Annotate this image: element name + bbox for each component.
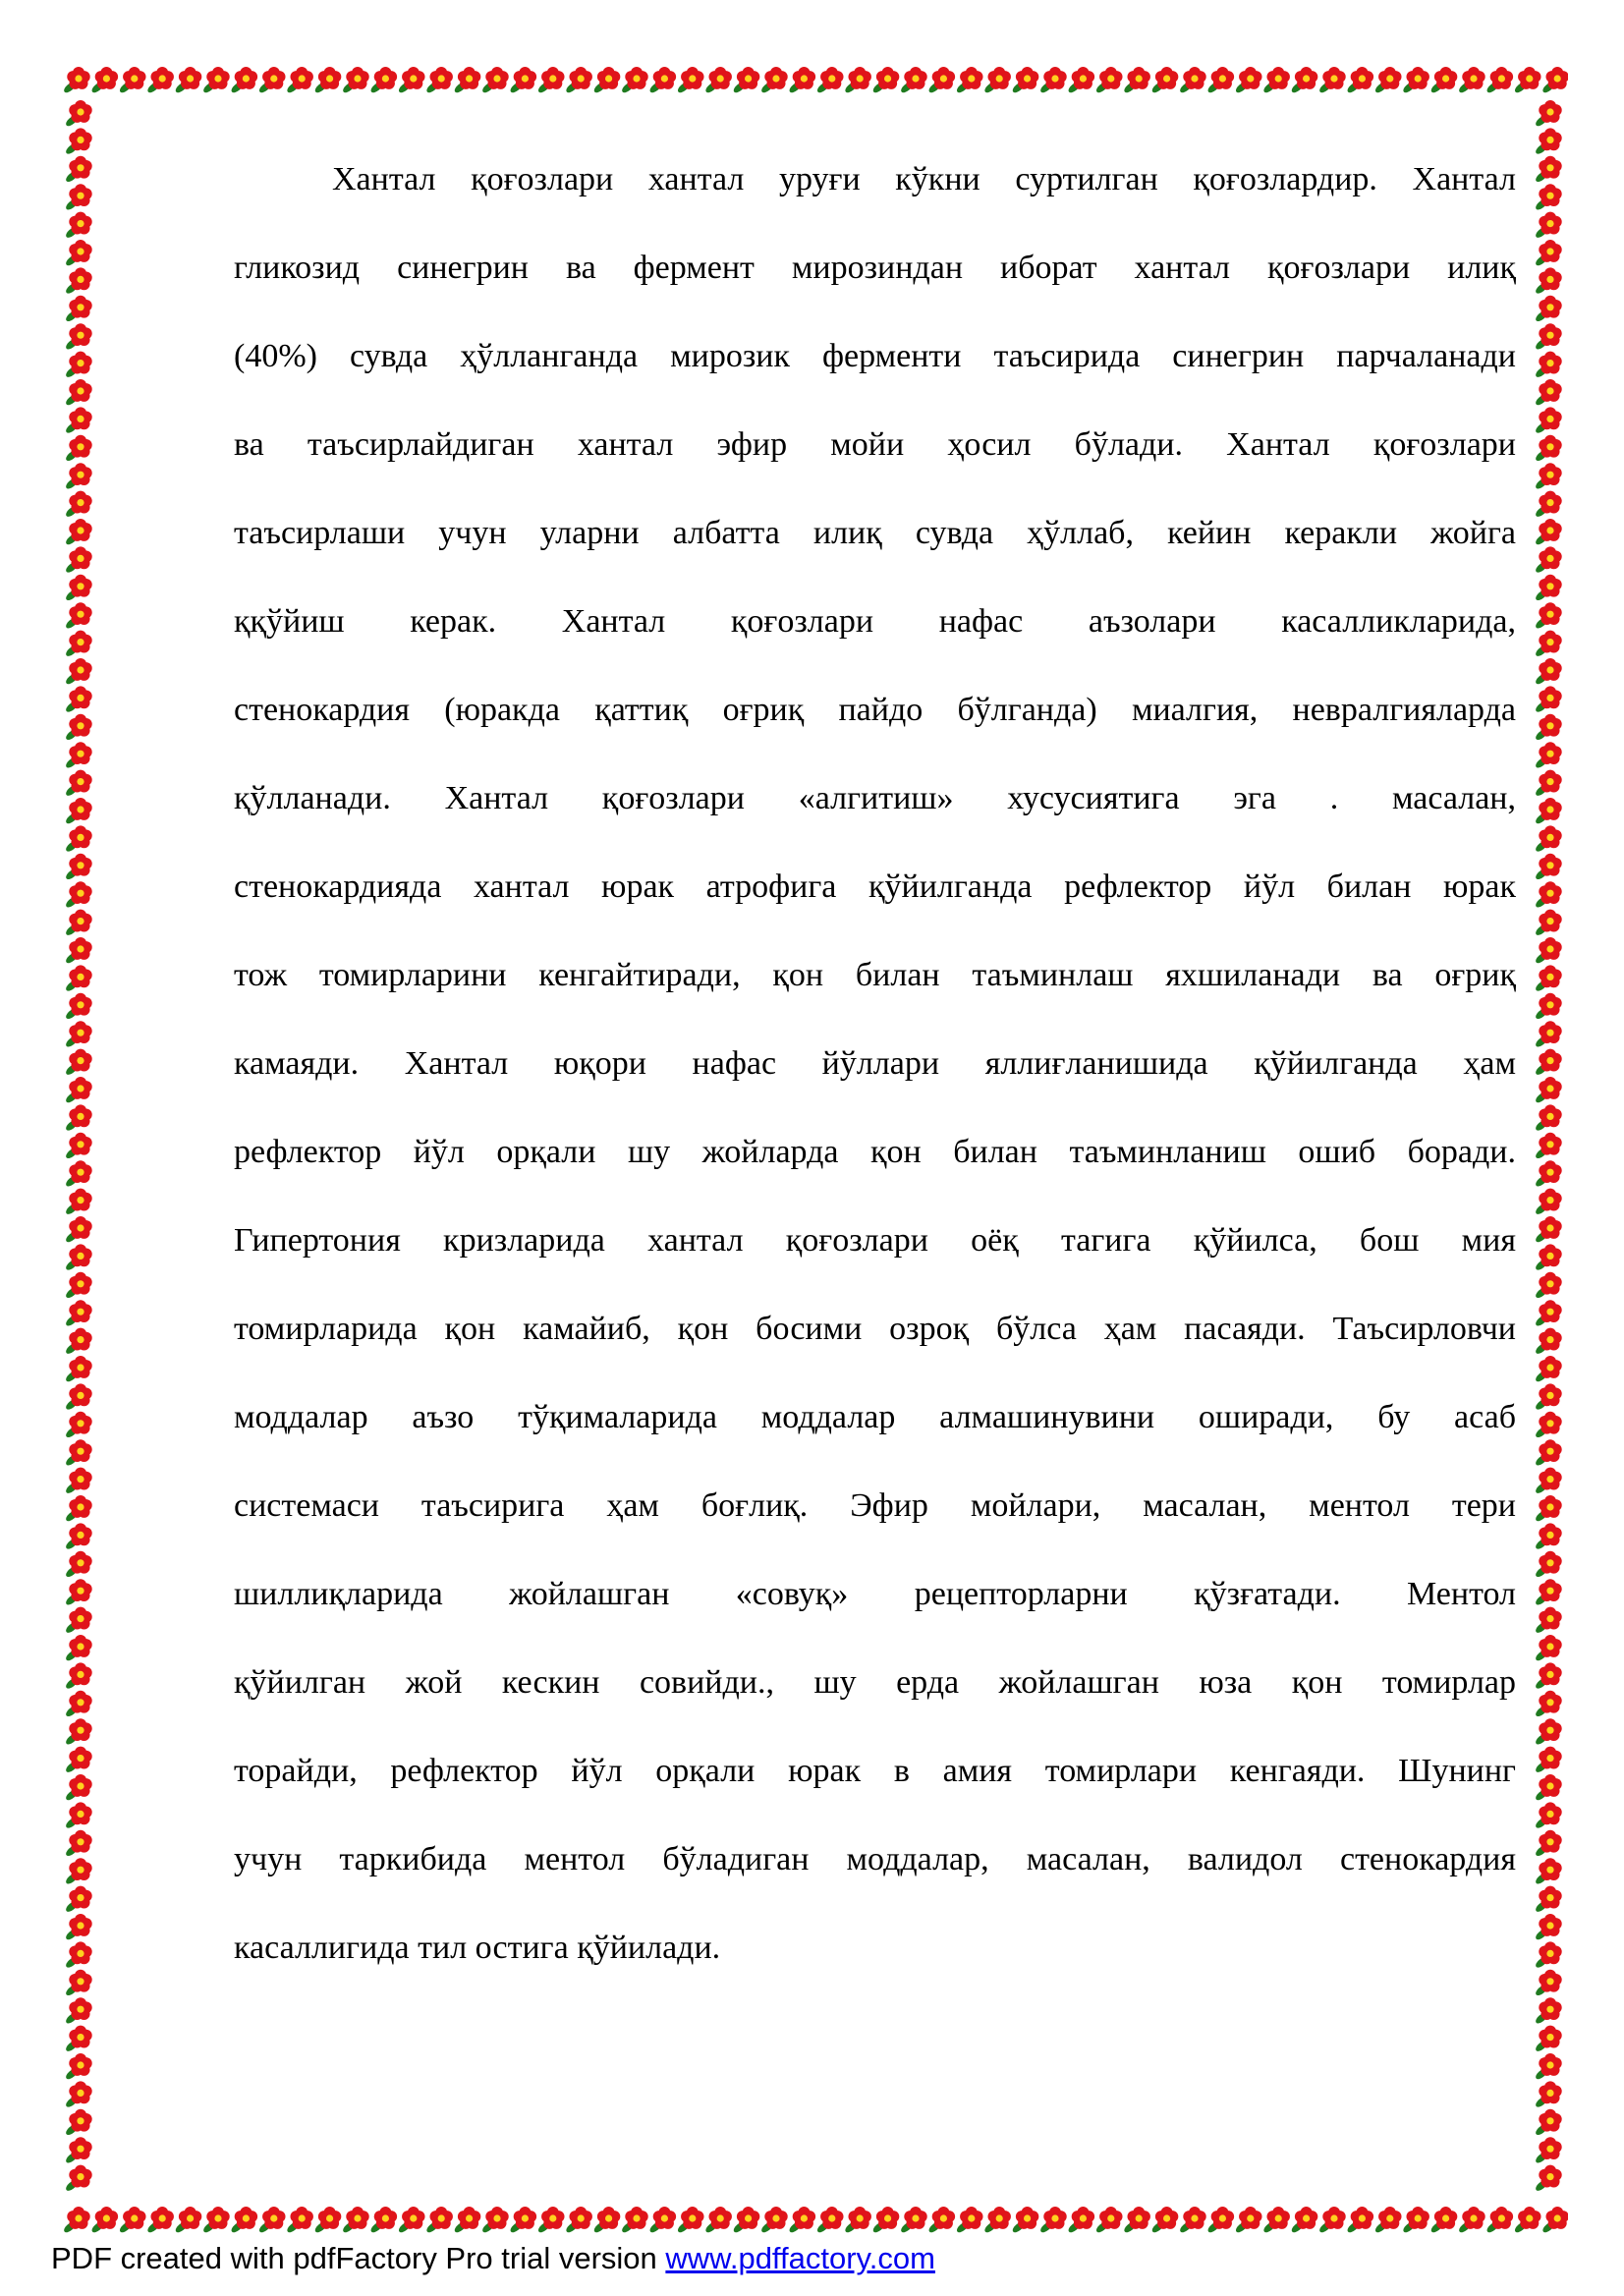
red-flower-icon (146, 2207, 174, 2234)
document-line: рефлектор йўл орқали шу жойларда қон билан таъминланиш ошиб боради. (234, 1134, 1516, 1170)
red-flower-icon (1534, 519, 1561, 546)
document-line: ва таъсирлайдиган хантал эфир мойи ҳосил бўлади. Хантал қоғозлари (234, 426, 1516, 463)
red-flower-icon (536, 67, 564, 94)
red-flower-icon (1534, 1607, 1561, 1635)
red-flower-icon (871, 2207, 899, 2234)
red-flower-icon (1123, 2207, 1150, 2234)
red-flower-icon (1534, 658, 1561, 686)
red-flower-icon (788, 67, 815, 94)
red-flower-icon (1346, 2207, 1373, 2234)
red-flower-icon (1534, 937, 1561, 965)
red-flower-icon (1534, 2165, 1561, 2193)
red-flower-icon (1262, 67, 1290, 94)
document-line: ққўйиш керак. Хантал қоғозлари нафас аъзолари касалликларида, (234, 603, 1516, 640)
red-flower-icon (620, 2207, 647, 2234)
red-flower-icon (1534, 1104, 1561, 1132)
red-flower-icon (174, 67, 201, 94)
red-flower-icon (1206, 67, 1234, 94)
red-flower-icon (64, 631, 91, 658)
red-flower-icon (64, 686, 91, 713)
red-flower-icon (174, 2207, 201, 2234)
red-flower-icon (1317, 2207, 1345, 2234)
red-flower-icon (64, 937, 91, 965)
red-flower-icon (1429, 2207, 1457, 2234)
red-flower-icon (955, 67, 982, 94)
red-flower-icon (64, 1662, 91, 1690)
red-flower-icon (1534, 1216, 1561, 1244)
red-flower-icon (64, 2053, 91, 2081)
red-flower-icon (480, 67, 508, 94)
red-flower-icon (230, 2207, 257, 2234)
red-flower-icon (1534, 1160, 1561, 1188)
red-flower-icon (1534, 1830, 1561, 1858)
red-flower-icon (1457, 67, 1484, 94)
red-flower-icon (64, 1607, 91, 1635)
red-flower-icon (369, 67, 397, 94)
red-flower-icon (1534, 1189, 1561, 1216)
red-flower-icon (844, 67, 871, 94)
red-flower-icon (1457, 2207, 1484, 2234)
red-flower-icon (815, 2207, 843, 2234)
red-flower-icon (1534, 128, 1561, 155)
flower-border-right (1533, 96, 1568, 2201)
red-flower-icon (64, 1886, 91, 1914)
red-flower-icon (983, 2207, 1011, 2234)
red-flower-icon (1150, 2207, 1178, 2234)
red-flower-icon (1534, 1662, 1561, 1690)
flower-border-left (63, 96, 98, 2201)
red-flower-icon (64, 156, 91, 184)
red-flower-icon (1534, 910, 1561, 937)
red-flower-icon (983, 67, 1011, 94)
red-flower-icon (64, 658, 91, 686)
red-flower-icon (759, 67, 787, 94)
red-flower-icon (369, 2207, 397, 2234)
red-flower-icon (63, 2207, 90, 2234)
red-flower-icon (1534, 296, 1561, 323)
red-flower-icon (1534, 1439, 1561, 1467)
red-flower-icon (1534, 267, 1561, 295)
red-flower-icon (64, 742, 91, 769)
document-line: камаяди. Хантал юқори нафас йўллари яллиғланишида қўйилганда ҳам (234, 1045, 1516, 1082)
red-flower-icon (1485, 2207, 1513, 2234)
red-flower-icon (341, 2207, 368, 2234)
red-flower-icon (1534, 1858, 1561, 1885)
red-flower-icon (64, 1160, 91, 1188)
red-flower-icon (64, 1830, 91, 1858)
red-flower-icon (955, 2207, 982, 2234)
document-line: гликозид синегрин ва фермент мирозиндан иборат хантал қоғозлари илиқ (234, 250, 1516, 286)
red-flower-icon (1011, 2207, 1038, 2234)
red-flower-icon (64, 1802, 91, 1829)
red-flower-icon (732, 2207, 759, 2234)
red-flower-icon (620, 67, 647, 94)
red-flower-icon (1534, 1886, 1561, 1914)
red-flower-icon (118, 67, 145, 94)
red-flower-icon (565, 67, 592, 94)
red-flower-icon (1534, 798, 1561, 825)
red-flower-icon (1373, 67, 1401, 94)
document-line: таъсирлаши учун уларни албатта илиқ сувда ҳўллаб, кейин керакли жойга (234, 515, 1516, 551)
red-flower-icon (64, 296, 91, 323)
red-flower-icon (788, 2207, 815, 2234)
red-flower-icon (815, 67, 843, 94)
red-flower-icon (341, 67, 368, 94)
red-flower-icon (1534, 1941, 1561, 1969)
red-flower-icon (1534, 1914, 1561, 1941)
red-flower-icon (1534, 1747, 1561, 1774)
red-flower-icon (64, 379, 91, 407)
red-flower-icon (1290, 67, 1317, 94)
red-flower-icon (1513, 2207, 1540, 2234)
red-flower-icon (1290, 2207, 1317, 2234)
red-flower-icon (64, 1495, 91, 1523)
red-flower-icon (1067, 67, 1094, 94)
red-flower-icon (64, 854, 91, 881)
red-flower-icon (64, 2165, 91, 2193)
red-flower-icon (201, 2207, 229, 2234)
red-flower-icon (1534, 2026, 1561, 2053)
red-flower-icon (64, 240, 91, 267)
red-flower-icon (64, 1523, 91, 1550)
red-flower-icon (64, 1300, 91, 1327)
red-flower-icon (1094, 2207, 1122, 2234)
red-flower-icon (64, 463, 91, 490)
red-flower-icon (64, 993, 91, 1021)
red-flower-icon (676, 67, 703, 94)
red-flower-icon (1262, 2207, 1290, 2234)
red-flower-icon (1541, 2207, 1568, 2234)
red-flower-icon (1234, 2207, 1261, 2234)
red-flower-icon (64, 352, 91, 379)
red-flower-icon (64, 1468, 91, 1495)
red-flower-icon (1534, 1300, 1561, 1327)
document-line: стенокардияда хантал юрак атрофига қўйилганда рефлектор йўл билан юрак (234, 868, 1516, 905)
red-flower-icon (1206, 2207, 1234, 2234)
document-line: тож томирларини кенгайтиради, қон билан таъминлаш яхшиланади ва оғриқ (234, 957, 1516, 993)
document-line: қўлланади. Хантал қоғозлари «алгитиш» хусусиятига эга . масалан, (234, 780, 1516, 816)
red-flower-icon (453, 67, 480, 94)
red-flower-icon (64, 881, 91, 909)
red-flower-icon (1534, 2081, 1561, 2108)
red-flower-icon (1534, 1077, 1561, 1104)
red-flower-icon (64, 491, 91, 519)
red-flower-icon (286, 2207, 313, 2234)
red-flower-icon (1485, 67, 1513, 94)
red-flower-icon (1234, 67, 1261, 94)
red-flower-icon (1534, 352, 1561, 379)
red-flower-icon (64, 770, 91, 798)
red-flower-icon (1534, 881, 1561, 909)
red-flower-icon (1094, 67, 1122, 94)
red-flower-icon (927, 2207, 955, 2234)
red-flower-icon (704, 2207, 732, 2234)
red-flower-icon (899, 2207, 926, 2234)
document-line: стенокардия (юракда қаттиқ оғриқ пайдо бўлганда) миалгия, невралгияларда (234, 692, 1516, 728)
document-body (234, 136, 1516, 1992)
red-flower-icon (64, 1328, 91, 1356)
red-flower-icon (64, 1049, 91, 1077)
red-flower-icon (1534, 2137, 1561, 2164)
red-flower-icon (1534, 1133, 1561, 1160)
red-flower-icon (592, 67, 620, 94)
red-flower-icon (64, 1970, 91, 1997)
red-flower-icon (1541, 67, 1568, 94)
red-flower-icon (1534, 825, 1561, 853)
red-flower-icon (1317, 67, 1345, 94)
red-flower-icon (64, 2081, 91, 2108)
red-flower-icon (1011, 67, 1038, 94)
red-flower-icon (64, 1579, 91, 1606)
red-flower-icon (90, 2207, 118, 2234)
document-line: торайди, рефлектор йўл орқали юрак в амия томирлари кенгаяди. Шунинг (234, 1753, 1516, 1789)
red-flower-icon (1534, 1718, 1561, 1746)
red-flower-icon (64, 1272, 91, 1300)
red-flower-icon (1534, 742, 1561, 769)
red-flower-icon (146, 67, 174, 94)
red-flower-icon (64, 1244, 91, 1271)
red-flower-icon (509, 67, 536, 94)
red-flower-icon (1429, 67, 1457, 94)
red-flower-icon (64, 825, 91, 853)
red-flower-icon (899, 67, 926, 94)
red-flower-icon (64, 1718, 91, 1746)
red-flower-icon (1038, 2207, 1066, 2234)
red-flower-icon (565, 2207, 592, 2234)
red-flower-icon (1534, 1495, 1561, 1523)
red-flower-icon (230, 67, 257, 94)
red-flower-icon (64, 128, 91, 155)
red-flower-icon (64, 1412, 91, 1439)
red-flower-icon (844, 2207, 871, 2234)
flower-border-right-svg (1533, 96, 1568, 2201)
red-flower-icon (64, 1356, 91, 1383)
red-flower-icon (1534, 2109, 1561, 2137)
red-flower-icon (118, 2207, 145, 2234)
red-flower-icon (64, 798, 91, 825)
red-flower-icon (64, 2026, 91, 2053)
red-flower-icon (64, 546, 91, 574)
red-flower-icon (64, 1439, 91, 1467)
pdf-footer (51, 2241, 935, 2276)
document-line: томирларида қон камайиб, қон босими озроқ бўлса ҳам пасаяди. Таъсирловчи (234, 1311, 1516, 1347)
red-flower-icon (1534, 323, 1561, 351)
pdf-footer-text: PDF created with pdfFactory Pro trial version (51, 2241, 666, 2275)
flower-border-top-svg (63, 61, 1568, 96)
red-flower-icon (257, 2207, 285, 2234)
red-flower-icon (1534, 1523, 1561, 1550)
red-flower-icon (1534, 993, 1561, 1021)
red-flower-icon (64, 1104, 91, 1132)
red-flower-icon (64, 1216, 91, 1244)
red-flower-icon (63, 67, 90, 94)
red-flower-icon (1150, 67, 1178, 94)
red-flower-icon (64, 1189, 91, 1216)
red-flower-icon (1534, 156, 1561, 184)
red-flower-icon (1513, 67, 1540, 94)
red-flower-icon (313, 67, 341, 94)
red-flower-icon (1178, 2207, 1205, 2234)
red-flower-icon (1534, 1328, 1561, 1356)
red-flower-icon (592, 2207, 620, 2234)
red-flower-icon (1534, 212, 1561, 240)
red-flower-icon (1534, 1383, 1561, 1411)
red-flower-icon (1534, 1551, 1561, 1579)
red-flower-icon (480, 2207, 508, 2234)
red-flower-icon (1534, 1774, 1561, 1802)
red-flower-icon (64, 1997, 91, 2025)
red-flower-icon (1123, 67, 1150, 94)
red-flower-icon (1534, 435, 1561, 463)
red-flower-icon (1534, 1997, 1561, 2025)
red-flower-icon (64, 407, 91, 434)
red-flower-icon (425, 67, 453, 94)
document-line: (40%) сувда ҳўлланганда мирозик ферменти таъсирида синегрин парчаланади (234, 338, 1516, 374)
red-flower-icon (257, 67, 285, 94)
red-flower-icon (64, 1858, 91, 1885)
red-flower-icon (64, 1021, 91, 1048)
red-flower-icon (453, 2207, 480, 2234)
red-flower-icon (871, 67, 899, 94)
red-flower-icon (64, 435, 91, 463)
red-flower-icon (64, 602, 91, 630)
red-flower-icon (648, 67, 676, 94)
red-flower-icon (676, 2207, 703, 2234)
red-flower-icon (1534, 2053, 1561, 2081)
red-flower-icon (704, 67, 732, 94)
red-flower-icon (1534, 1021, 1561, 1048)
red-flower-icon (1534, 575, 1561, 602)
red-flower-icon (1534, 770, 1561, 798)
red-flower-icon (1534, 1412, 1561, 1439)
red-flower-icon (509, 2207, 536, 2234)
red-flower-icon (64, 519, 91, 546)
red-flower-icon (64, 184, 91, 211)
red-flower-icon (1534, 631, 1561, 658)
red-flower-icon (1534, 1468, 1561, 1495)
red-flower-icon (1534, 463, 1561, 490)
flower-border-left-svg (63, 96, 98, 2201)
red-flower-icon (1534, 1970, 1561, 1997)
red-flower-icon (64, 212, 91, 240)
red-flower-icon (64, 910, 91, 937)
document-line: моддалар аъзо тўқималарида моддалар алмашинувини оширади, бу асаб (234, 1399, 1516, 1435)
red-flower-icon (732, 67, 759, 94)
document-line: системаси таъсирига ҳам боғлиқ. Эфир мойлари, масалан, ментол тери (234, 1487, 1516, 1524)
red-flower-icon (1178, 67, 1205, 94)
red-flower-icon (1534, 1635, 1561, 1662)
red-flower-icon (1067, 2207, 1094, 2234)
red-flower-icon (64, 1747, 91, 1774)
red-flower-icon (1534, 1691, 1561, 1718)
red-flower-icon (201, 67, 229, 94)
red-flower-icon (90, 67, 118, 94)
document-line: Гипертония кризларида хантал қоғозлари оёқ тагига қўйилса, бош мия (234, 1222, 1516, 1259)
red-flower-icon (64, 1774, 91, 1802)
red-flower-icon (1534, 407, 1561, 434)
red-flower-icon (1534, 546, 1561, 574)
red-flower-icon (1534, 1802, 1561, 1829)
red-flower-icon (1402, 67, 1429, 94)
red-flower-icon (1534, 1244, 1561, 1271)
red-flower-icon (64, 267, 91, 295)
red-flower-icon (1534, 1356, 1561, 1383)
red-flower-icon (64, 323, 91, 351)
red-flower-icon (1346, 67, 1373, 94)
document-line: касаллигида тил остига қўйилади. (234, 1930, 721, 1966)
red-flower-icon (1534, 1272, 1561, 1300)
red-flower-icon (64, 1635, 91, 1662)
flower-border-top (63, 61, 1568, 96)
red-flower-icon (1038, 67, 1066, 94)
red-flower-icon (759, 2207, 787, 2234)
red-flower-icon (927, 67, 955, 94)
red-flower-icon (1534, 100, 1561, 128)
red-flower-icon (64, 965, 91, 992)
red-flower-icon (1534, 240, 1561, 267)
red-flower-icon (1534, 965, 1561, 992)
red-flower-icon (648, 2207, 676, 2234)
red-flower-icon (313, 2207, 341, 2234)
red-flower-icon (1534, 1049, 1561, 1077)
red-flower-icon (64, 714, 91, 742)
red-flower-icon (1534, 714, 1561, 742)
red-flower-icon (1534, 602, 1561, 630)
red-flower-icon (64, 1077, 91, 1104)
red-flower-icon (397, 2207, 424, 2234)
document-line: қўйилган жой кескин совийди., шу ерда жойлашган юза қон томирлар (234, 1664, 1516, 1701)
red-flower-icon (1534, 184, 1561, 211)
document-line: Хантал қоғозлари хантал уруғи кўкни суртилган қоғозлардир. Хантал (332, 161, 1516, 197)
red-flower-icon (64, 1691, 91, 1718)
red-flower-icon (1373, 2207, 1401, 2234)
red-flower-icon (64, 575, 91, 602)
red-flower-icon (1534, 686, 1561, 713)
document-line: учун таркибида ментол бўладиган моддалар, масалан, валидол стенокардия (234, 1841, 1516, 1877)
red-flower-icon (1402, 2207, 1429, 2234)
flower-border-bottom-svg (63, 2201, 1568, 2236)
red-flower-icon (64, 1941, 91, 1969)
red-flower-icon (64, 2137, 91, 2164)
red-flower-icon (64, 1133, 91, 1160)
red-flower-icon (536, 2207, 564, 2234)
document-line: шиллиқларида жойлашган «совуқ» рецепторларни қўзғатади. Ментол (234, 1576, 1516, 1612)
red-flower-icon (286, 67, 313, 94)
red-flower-icon (64, 2109, 91, 2137)
red-flower-icon (64, 100, 91, 128)
flower-border-bottom (63, 2201, 1568, 2236)
red-flower-icon (64, 1551, 91, 1579)
red-flower-icon (397, 67, 424, 94)
red-flower-icon (425, 2207, 453, 2234)
red-flower-icon (1534, 1579, 1561, 1606)
pdffactory-link[interactable]: www.pdffactory.com (665, 2241, 935, 2275)
red-flower-icon (1534, 491, 1561, 519)
red-flower-icon (1534, 379, 1561, 407)
red-flower-icon (64, 1383, 91, 1411)
red-flower-icon (64, 1914, 91, 1941)
red-flower-icon (1534, 854, 1561, 881)
